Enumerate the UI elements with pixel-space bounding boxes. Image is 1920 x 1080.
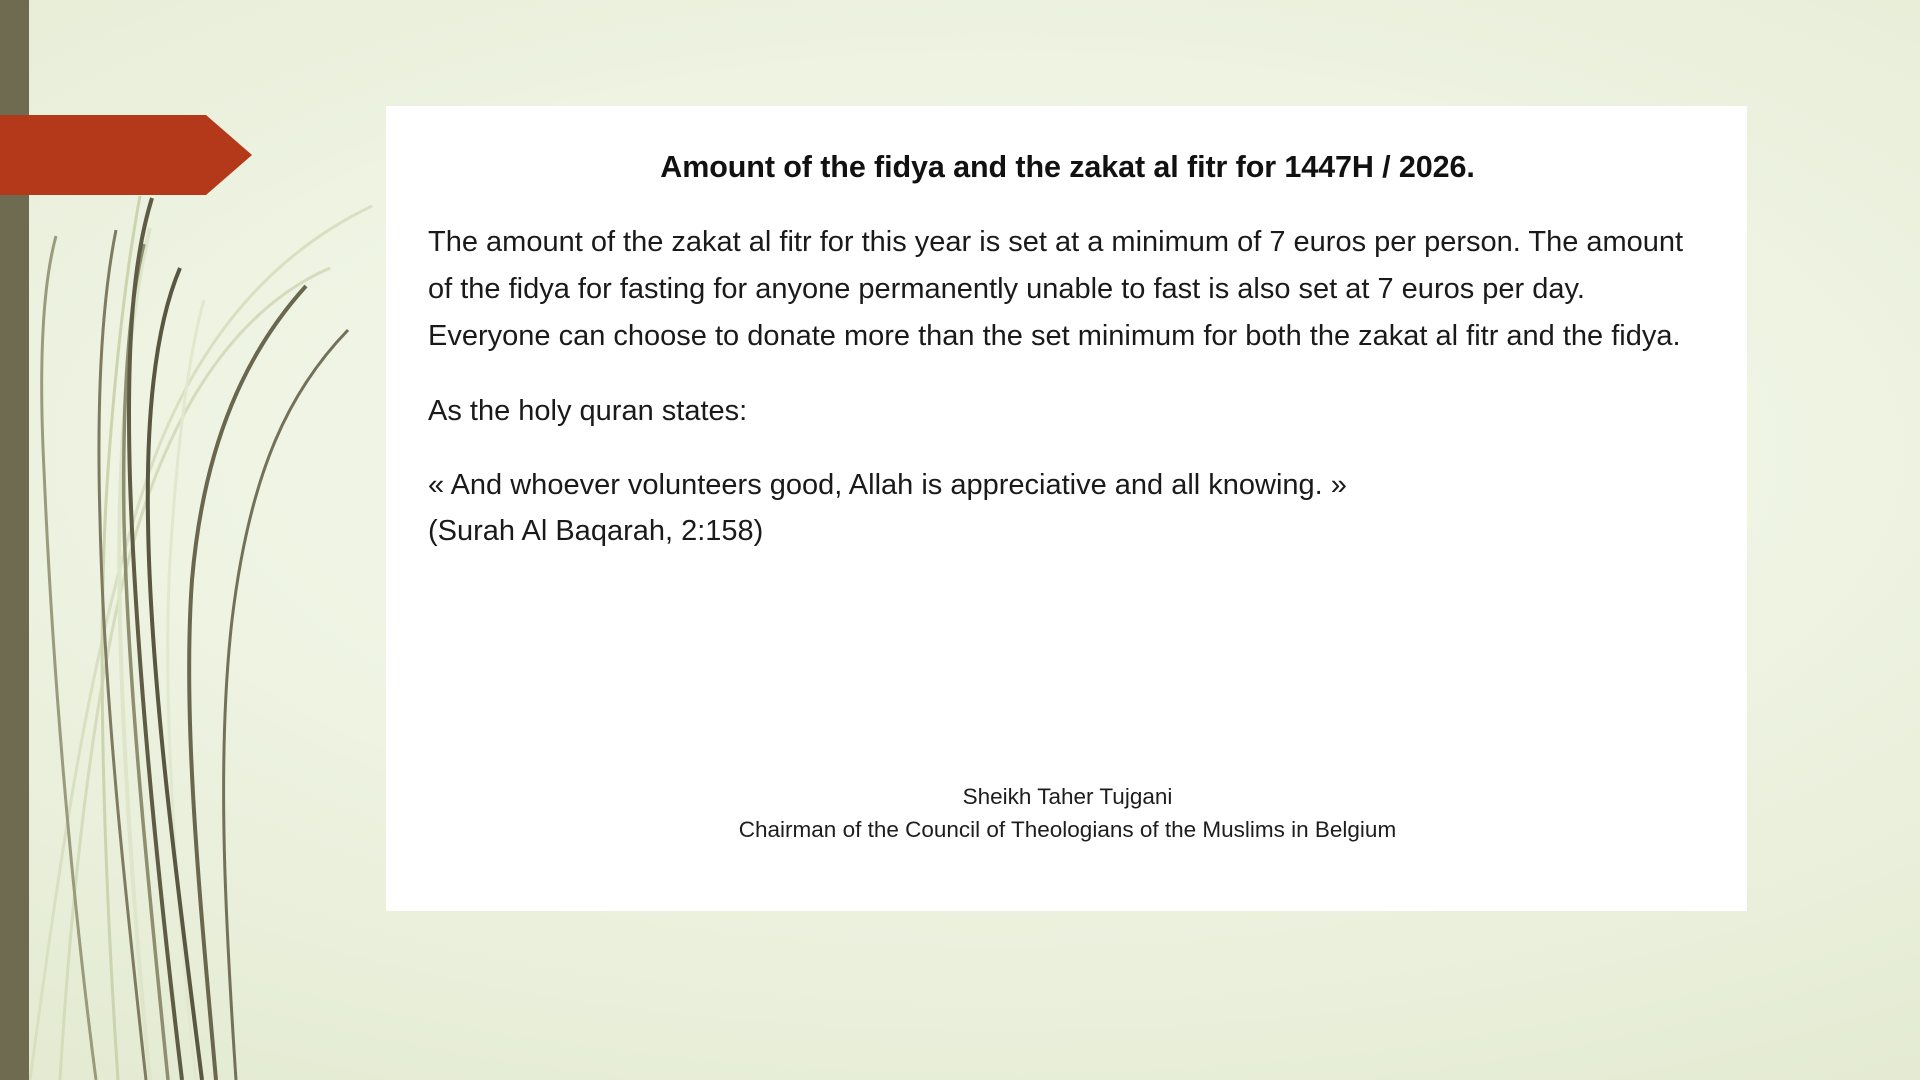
red-arrow-banner [0,115,252,195]
quran-quote-text: « And whoever volunteers good, Allah is appreciative and all knowing. » [428,469,1347,502]
content-card [386,106,1747,911]
signature-role: Chairman of the Council of Theologians of the Muslims in Belgium [738,816,1397,842]
quran-quote [428,434,1707,554]
main-paragraph: The amount of the zakat al fitr for this year is set at a minimum of 7 euros per person. The amount of the fidya for fasting for anyone permanently unable to fast is also set at 7 euros per day. Everyone can choose to donate more than the set minimum for both the zakat al fitr and the fidya. [428,226,1684,352]
signature-name: Sheikh Taher Tujgani [962,784,1173,809]
signature-block [428,781,1707,846]
card-body [428,106,1707,554]
page-title: Amount of the fidya and the zakat al fitr for 1447H / 2026. [660,150,1475,184]
quran-lead-in: As the holy quran states: [428,394,748,427]
quran-quote-reference: (Surah Al Baqarah, 2:158) [428,514,764,547]
